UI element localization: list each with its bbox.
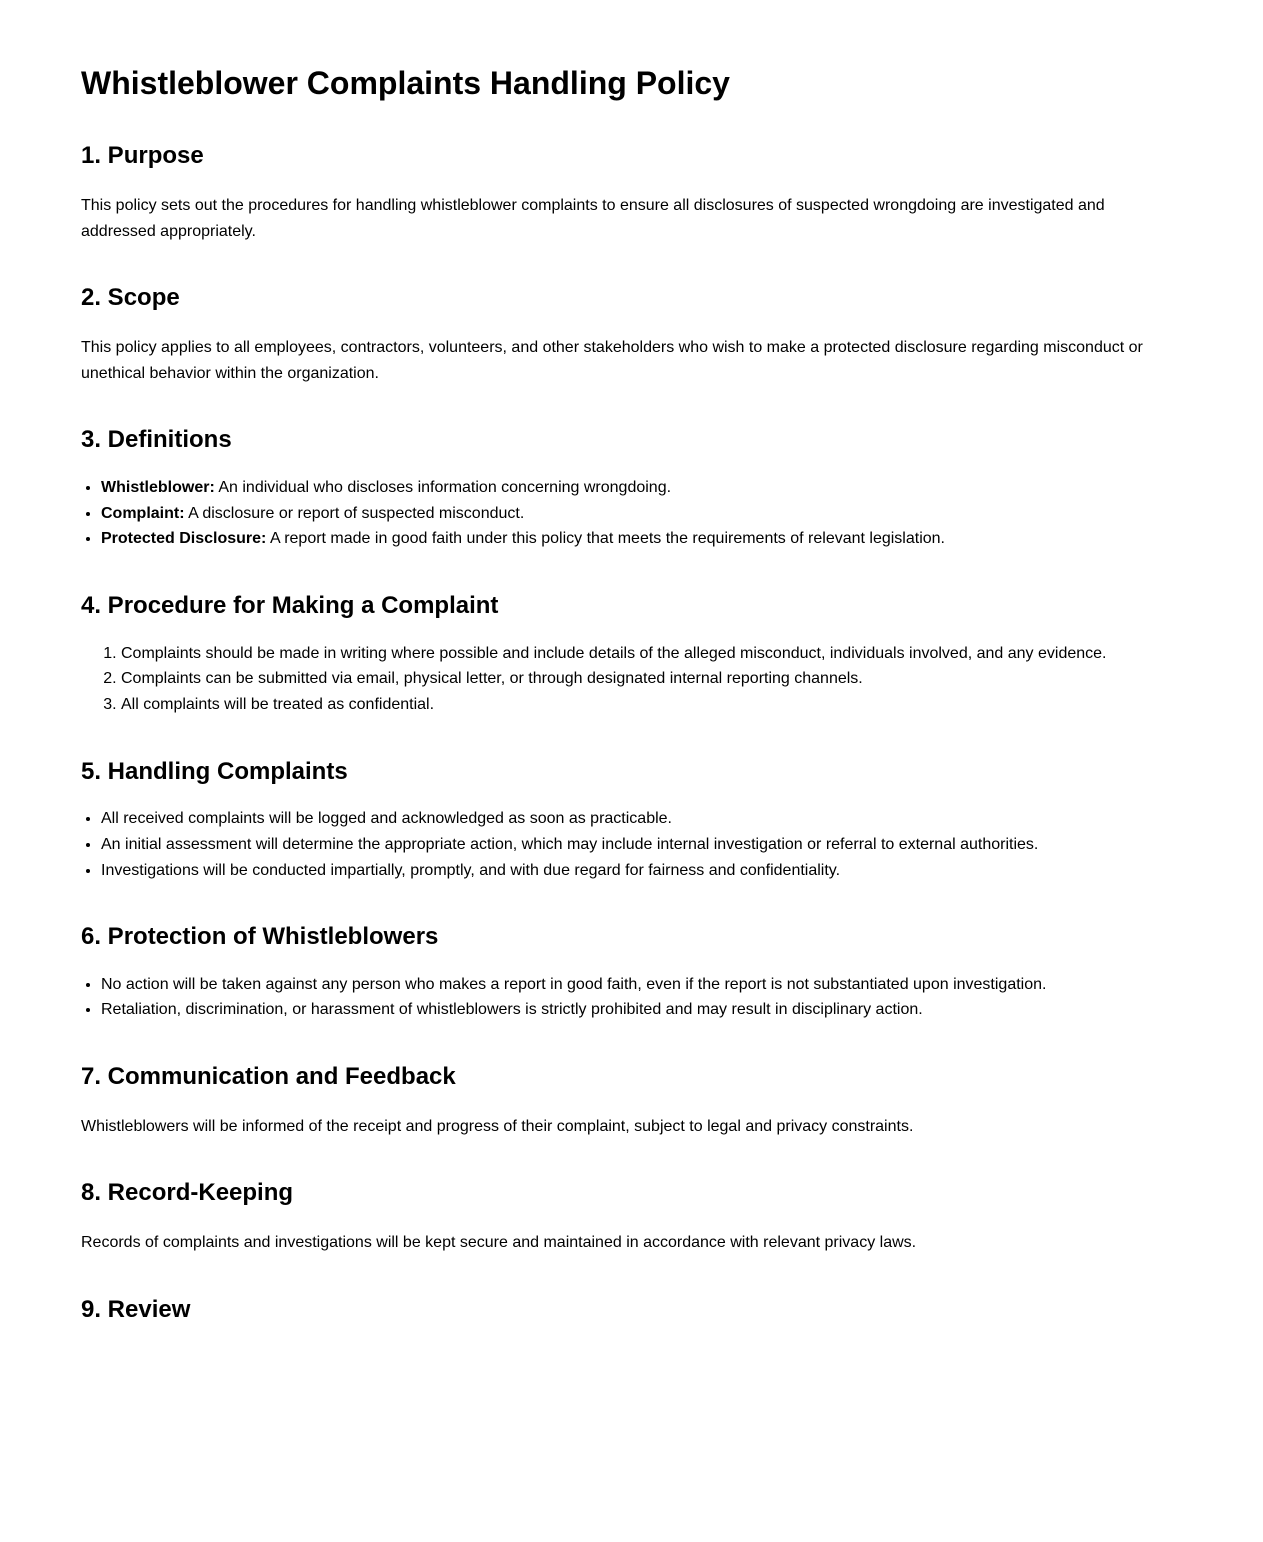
- procedure-step: 2. Complaints can be submitted via email, physical letter, or through designated internal reporting channels.: [121, 666, 1161, 692]
- definition-text: An individual who discloses information concerning wrongdoing.: [214, 479, 672, 497]
- section-paragraph: This policy sets out the procedures for handling whistleblower complaints to ensure all disclosures of suspected wrongdoing are investigated and addressed appropriately.: [81, 197, 1105, 240]
- protection-list: [81, 972, 1161, 1023]
- section-paragraph: Records of complaints and investigations will be kept secure and maintained in accordance with relevant privacy laws.: [81, 1234, 917, 1252]
- definition-text: A report made in good faith under this policy that meets the requirements of relevant legislation.: [266, 530, 945, 548]
- section-paragraph: Whistleblowers will be informed of the receipt and progress of their complaint, subject to legal and privacy constraints.: [81, 1117, 914, 1135]
- list-item: • All received complaints will be logged and acknowledged as soon as practicable.: [101, 806, 1161, 832]
- section-heading: 4. Procedure for Making a Complaint: [81, 591, 499, 619]
- list-item: • Retaliation, discrimination, or harassment of whistleblowers is strictly prohibited and may result in disciplinary action.: [101, 997, 1161, 1023]
- section-heading: 1. Purpose: [81, 142, 204, 170]
- section-heading: 2. Scope: [81, 284, 180, 312]
- section-handling: [81, 758, 1161, 884]
- section-heading: 5. Handling Complaints: [81, 757, 348, 785]
- definition-text: A disclosure or report of suspected misconduct.: [184, 504, 525, 522]
- definition-item: [101, 526, 1161, 552]
- handling-list: [81, 806, 1161, 883]
- section-heading: 7. Communication and Feedback: [81, 1063, 456, 1091]
- list-item: • Investigations will be conducted impartially, promptly, and with due regard for fairness and confidentiality.: [101, 858, 1161, 884]
- section-heading: 3. Definitions: [81, 426, 232, 454]
- section-paragraph: This policy applies to all employees, contractors, volunteers, and other stakeholders who wish to make a protected disclosure regarding misconduct or unethical behavior within the organization.: [81, 339, 1143, 382]
- section-procedure: [81, 592, 1161, 718]
- procedure-step: 3. All complaints will be treated as confidential.: [121, 692, 1161, 718]
- procedure-step: 1. Complaints should be made in writing where possible and include details of the alleged misconduct, individuals involved, and any evidence.: [121, 641, 1161, 667]
- section-record-keeping: [81, 1179, 1161, 1255]
- section-heading: 9. Review: [81, 1295, 191, 1323]
- procedure-steps-list: [81, 641, 1161, 718]
- list-item: • No action will be taken against any person who makes a report in good faith, even if the report is not substantiated upon investigation.: [101, 972, 1161, 998]
- page-title: Whistleblower Complaints Handling Policy: [81, 65, 730, 101]
- definition-term: Complaint:: [101, 504, 185, 522]
- definition-term: Whistleblower:: [101, 479, 215, 497]
- section-heading: 8. Record-Keeping: [81, 1179, 294, 1207]
- section-protection: [81, 923, 1161, 1023]
- section-scope: [81, 284, 1161, 386]
- definition-item: [101, 475, 1161, 501]
- definition-item: [101, 501, 1161, 527]
- list-item: • An initial assessment will determine the appropriate action, which may include internal investigation or referral to external authorities.: [101, 832, 1161, 858]
- section-communication: [81, 1063, 1161, 1139]
- section-purpose: [81, 142, 1161, 244]
- definition-term: Protected Disclosure:: [101, 530, 267, 548]
- definitions-list: [81, 475, 1161, 552]
- section-review: [81, 1296, 1161, 1325]
- section-heading: 6. Protection of Whistleblowers: [81, 923, 439, 951]
- section-definitions: [81, 426, 1161, 552]
